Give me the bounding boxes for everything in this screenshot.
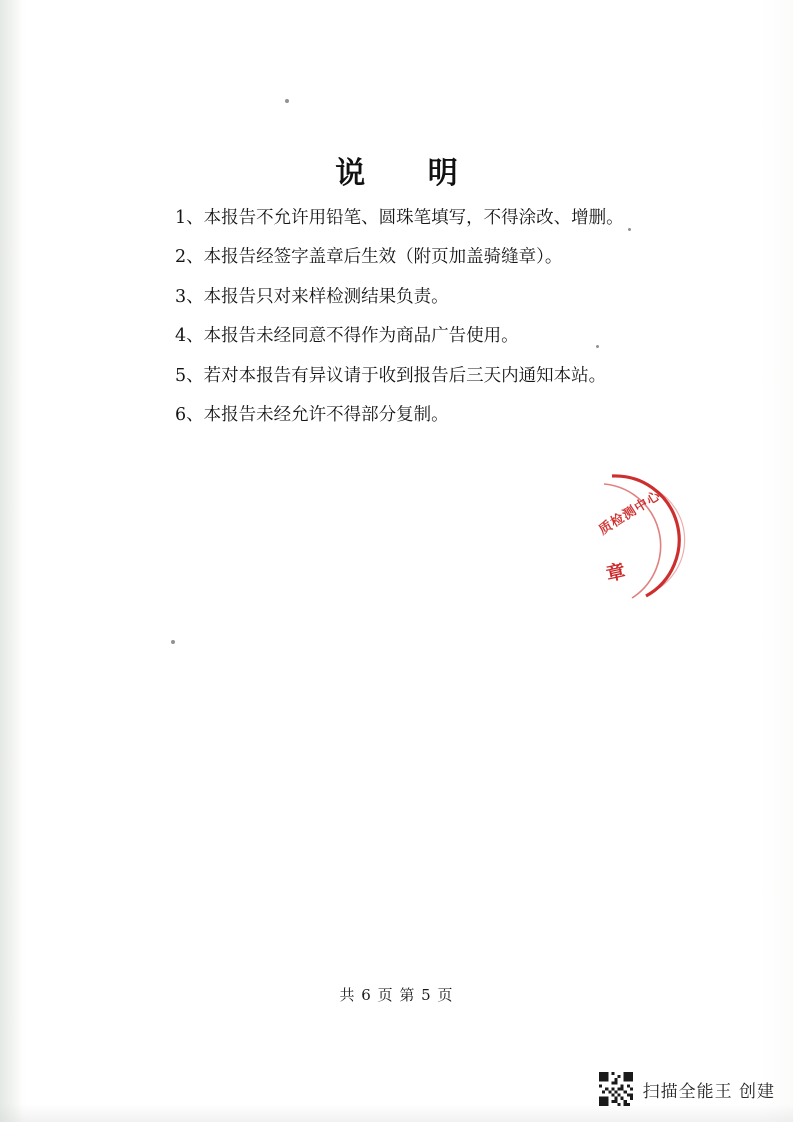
- stamp-center-text: 章: [604, 560, 628, 586]
- page-footer: 共 6 页 第 5 页: [339, 986, 454, 1004]
- list-item: 5、若对本报告有异议请于收到报告后三天内通知本站。: [175, 365, 607, 386]
- page-title: 说 明: [335, 156, 484, 192]
- stamp-arc-text: 质检测中心: [596, 488, 664, 539]
- list-item: 1、本报告不允许用铅笔、圆珠笔填写，不得涂改、增删。: [175, 207, 624, 228]
- red-seal-stamp: [560, 470, 700, 610]
- scan-edge-bottom: [0, 1104, 793, 1122]
- clause-list: [175, 192, 715, 447]
- qr-code-icon: [599, 1072, 633, 1106]
- camscanner-watermark: [599, 1072, 775, 1106]
- scan-speck: [285, 99, 289, 103]
- watermark-label: 扫描全能王 创建: [642, 1081, 775, 1102]
- list-item: 6、本报告未经允许不得部分复制。: [175, 405, 449, 425]
- list-item: 4、本报告未经同意不得作为商品广告使用。: [175, 326, 519, 346]
- list-item: 2、本报告经签字盖章后生效（附页加盖骑缝章）。: [175, 247, 563, 267]
- list-item: 3、本报告只对来样检测结果负责。: [175, 286, 449, 307]
- scan-speck: [171, 640, 175, 644]
